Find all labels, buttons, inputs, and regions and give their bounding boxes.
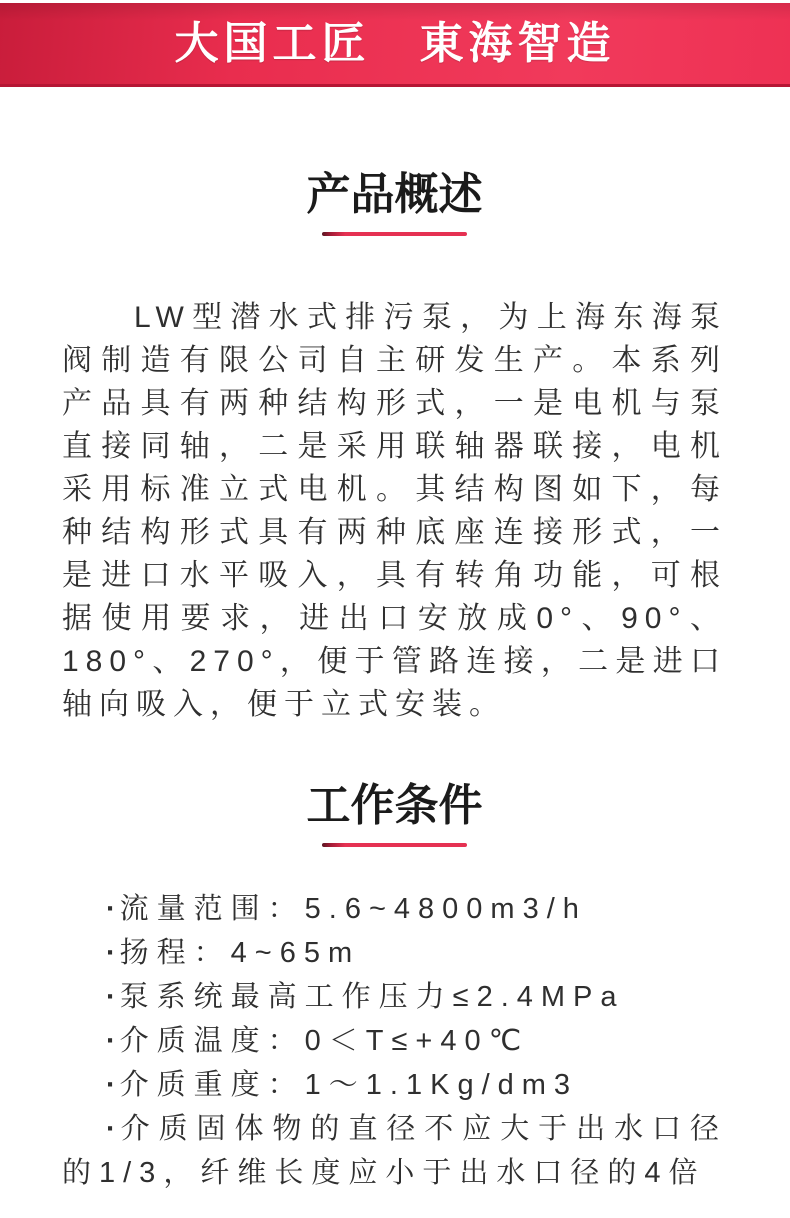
condition-text: 流量范围：5.6~4800m3/h [119, 893, 587, 925]
condition-text: 泵系统最高工作压力≤2.4MPa [119, 981, 625, 1013]
overview-title-underline [322, 232, 467, 236]
condition-text: 扬程：4~65m [119, 937, 361, 969]
condition-text: 介质温度：0＜T≤+40℃ [119, 1025, 530, 1057]
conditions-title-underline [322, 843, 467, 847]
main-content [62, 171, 727, 1195]
section-work-conditions [62, 782, 727, 1195]
condition-item [62, 887, 727, 931]
condition-item [62, 1063, 727, 1107]
header-banner [0, 3, 790, 87]
bullet-marker: · [106, 937, 116, 969]
condition-item [62, 1107, 727, 1195]
banner-title: 大国工匠 東海智造 [174, 18, 616, 68]
condition-item [62, 1019, 727, 1063]
overview-section-title: 产品概述 [306, 170, 483, 219]
bullet-marker: · [106, 981, 116, 1013]
condition-text: 介质固体物的直径不应大于出水口径的1/3，纤维长度应小于出水口径的4倍 [62, 1113, 727, 1189]
bullet-marker: · [106, 1113, 116, 1145]
condition-text: 介质重度：1～1.1Kg/dm3 [119, 1069, 579, 1101]
conditions-section-title: 工作条件 [306, 781, 483, 830]
condition-list [62, 887, 727, 1195]
section-overview [62, 171, 727, 726]
bullet-marker: · [106, 1069, 116, 1101]
overview-paragraph: LW型潜水式排污泵，为上海东海泵阀制造有限公司自主研发生产。本系列产品具有两种结构形式，一是电机与泵直接同轴，二是采用联轴器联接，电机采用标准立式电机。其结构图如下，每种结构形式具有两种底座连接形式，一是进口水平吸入，具有转角功能，可根据使用要求，进出口安放成0°、90°、180°、270°，便于管路连接，二是进口轴向吸入，便于立式安装。 [62, 301, 727, 721]
bullet-marker: · [106, 893, 116, 925]
condition-item [62, 931, 727, 975]
bullet-marker: · [106, 1025, 116, 1057]
condition-item [62, 975, 727, 1019]
